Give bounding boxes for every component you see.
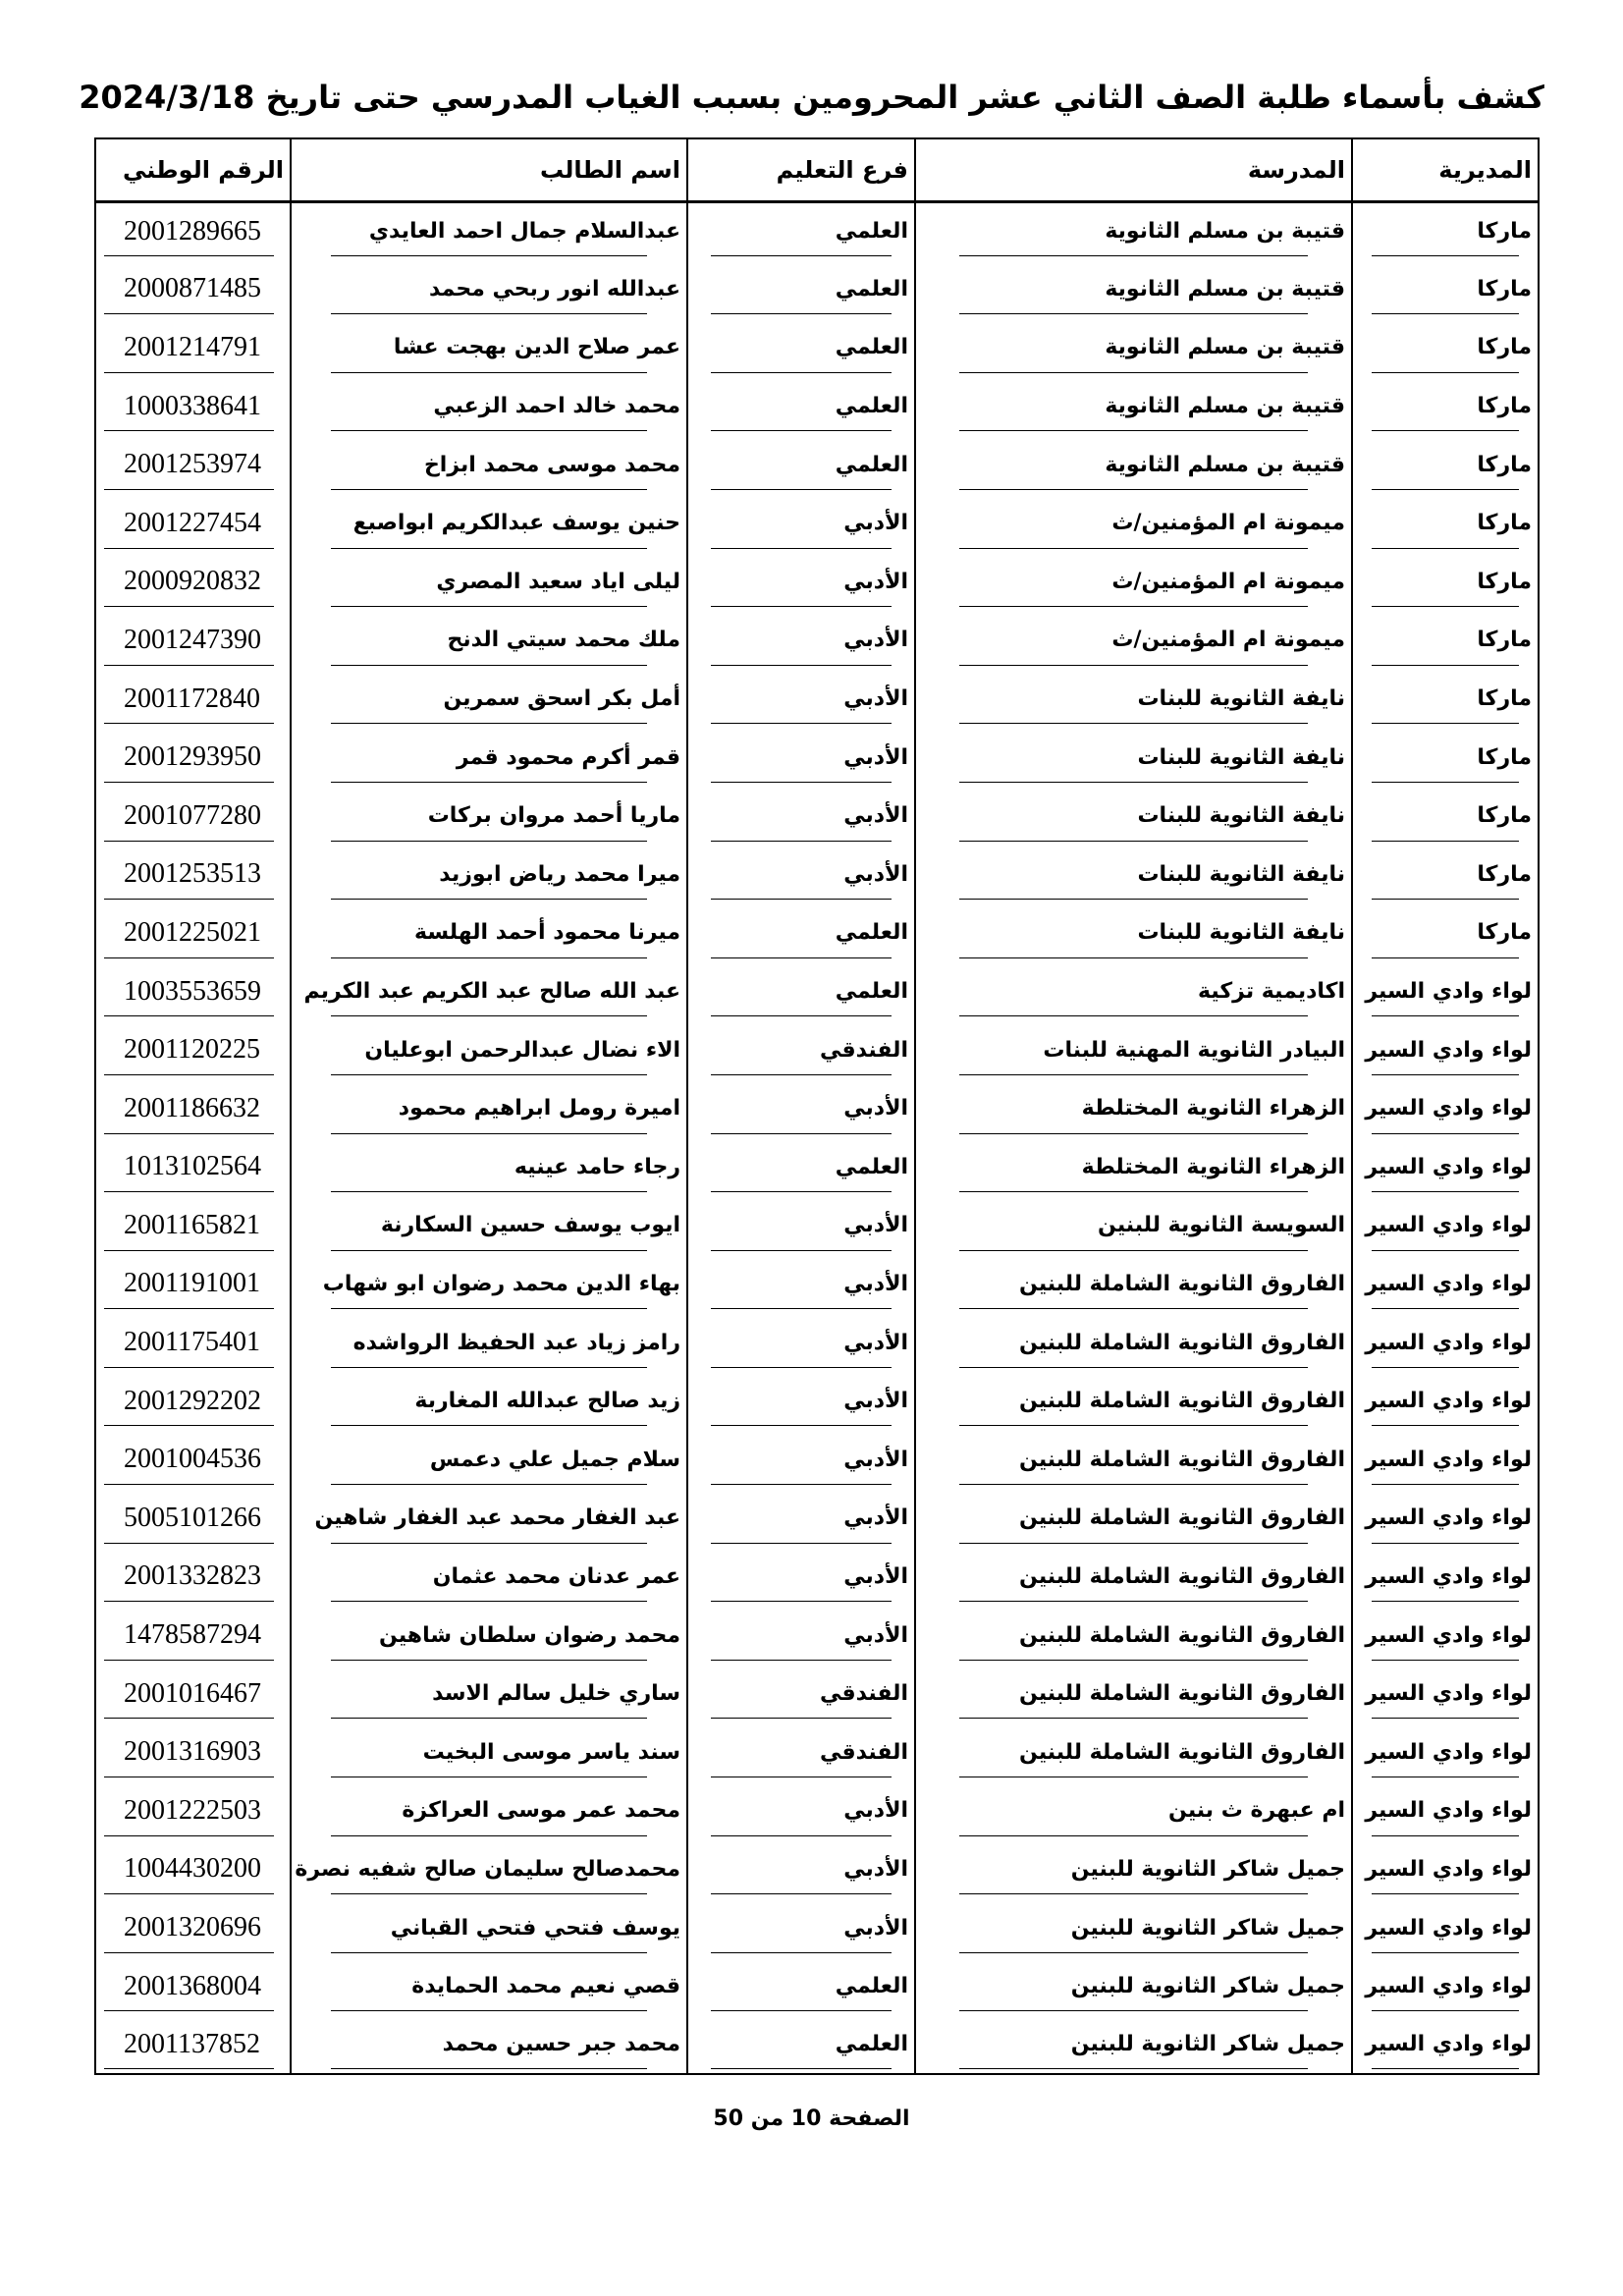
cell-national-id: 2001292202 (95, 1372, 291, 1431)
cell-student-name: ايوب يوسف حسين السكارنة (291, 1196, 687, 1255)
cell-branch: العلمي (687, 318, 915, 377)
cell-national-id: 1003553659 (95, 962, 291, 1021)
cell-student-name: ميرا محمد رياض ابوزيد (291, 846, 687, 904)
cell-national-id: 2001247390 (95, 611, 291, 670)
cell-national-id: 2001320696 (95, 1898, 291, 1957)
cell-directorate: لواء وادي السير (1352, 1781, 1539, 1840)
cell-branch: الأدبي (687, 728, 915, 787)
cell-national-id: 2001186632 (95, 1079, 291, 1138)
cell-branch: الأدبي (687, 1313, 915, 1372)
table-row (95, 1255, 1539, 1314)
cell-directorate: لواء وادي السير (1352, 962, 1539, 1021)
cell-directorate: ماركا (1352, 377, 1539, 436)
cell-national-id: 2001253513 (95, 846, 291, 904)
cell-directorate: لواء وادي السير (1352, 1840, 1539, 1899)
cell-branch: العلمي (687, 377, 915, 436)
cell-student-name: سلام جميل علي دعمس (291, 1430, 687, 1489)
table-row (95, 377, 1539, 436)
table-row (95, 1781, 1539, 1840)
cell-directorate: لواء وادي السير (1352, 1665, 1539, 1723)
cell-branch: العلمي (687, 2015, 915, 2074)
cell-student-name: عمر صلاح الدين بهجت عشا (291, 318, 687, 377)
cell-national-id: 2001368004 (95, 1957, 291, 2016)
cell-branch: الفندقي (687, 1020, 915, 1079)
cell-national-id: 2001191001 (95, 1255, 291, 1314)
cell-national-id: 2001004536 (95, 1430, 291, 1489)
cell-branch: العلمي (687, 962, 915, 1021)
cell-student-name: محمد خالد احمد الزعبي (291, 377, 687, 436)
cell-school: ام عبهرة ث بنين (915, 1781, 1352, 1840)
table-row (95, 611, 1539, 670)
students-table (94, 137, 1540, 2075)
table-row (95, 2015, 1539, 2074)
cell-student-name: عبدالله انور ربحي محمد (291, 260, 687, 319)
cell-branch: الفندقي (687, 1722, 915, 1781)
cell-school: السويسة الثانوية للبنين (915, 1196, 1352, 1255)
header-school: المدرسة (915, 138, 1352, 201)
table-row (95, 1079, 1539, 1138)
cell-school: نايفة الثانوية للبنات (915, 670, 1352, 729)
header-student-name: اسم الطالب (291, 138, 687, 201)
table-row (95, 1138, 1539, 1197)
cell-branch: الأدبي (687, 611, 915, 670)
table-row (95, 1898, 1539, 1957)
cell-national-id: 2001332823 (95, 1548, 291, 1607)
table-row (95, 435, 1539, 494)
cell-branch: الأدبي (687, 1372, 915, 1431)
cell-student-name: سند ياسر موسى البخيت (291, 1722, 687, 1781)
table-row (95, 728, 1539, 787)
cell-branch: الأدبي (687, 494, 915, 553)
cell-student-name: محمد رضوان سلطان شاهين (291, 1606, 687, 1665)
cell-student-name: رامز زياد عبد الحفيظ الرواشده (291, 1313, 687, 1372)
cell-school: الفاروق الثانوية الشاملة للبنين (915, 1255, 1352, 1314)
cell-school: الفاروق الثانوية الشاملة للبنين (915, 1606, 1352, 1665)
cell-school: قتيبة بن مسلم الثانوية (915, 201, 1352, 260)
cell-school: الفاروق الثانوية الشاملة للبنين (915, 1548, 1352, 1607)
cell-branch: العلمي (687, 201, 915, 260)
table-row (95, 1722, 1539, 1781)
cell-school: جميل شاكر الثانوية للبنين (915, 1840, 1352, 1899)
cell-national-id: 2001137852 (95, 2015, 291, 2074)
cell-directorate: ماركا (1352, 728, 1539, 787)
cell-school: ميمونة ام المؤمنين/ث (915, 553, 1352, 612)
cell-national-id: 2001214791 (95, 318, 291, 377)
cell-student-name: أمل بكر اسحق سمرين (291, 670, 687, 729)
cell-directorate: لواء وادي السير (1352, 1313, 1539, 1372)
cell-national-id: 2001120225 (95, 1020, 291, 1079)
table-row (95, 962, 1539, 1021)
cell-school: جميل شاكر الثانوية للبنين (915, 1898, 1352, 1957)
cell-school: البيادر الثانوية المهنية للبنات (915, 1020, 1352, 1079)
cell-school: الفاروق الثانوية الشاملة للبنين (915, 1313, 1352, 1372)
page-number: الصفحة 10 من 50 (713, 2106, 910, 2131)
cell-directorate: لواء وادي السير (1352, 1079, 1539, 1138)
cell-school: نايفة الثانوية للبنات (915, 787, 1352, 846)
table-row (95, 1020, 1539, 1079)
cell-national-id: 1000338641 (95, 377, 291, 436)
table-body (95, 201, 1539, 2074)
cell-school: ميمونة ام المؤمنين/ث (915, 611, 1352, 670)
table-row (95, 318, 1539, 377)
cell-directorate: ماركا (1352, 670, 1539, 729)
cell-directorate: لواء وادي السير (1352, 1372, 1539, 1431)
cell-branch: الأدبي (687, 1781, 915, 1840)
cell-school: قتيبة بن مسلم الثانوية (915, 318, 1352, 377)
cell-school: نايفة الثانوية للبنات (915, 846, 1352, 904)
cell-school: جميل شاكر الثانوية للبنين (915, 1957, 1352, 2016)
cell-directorate: لواء وادي السير (1352, 1196, 1539, 1255)
cell-directorate: لواء وادي السير (1352, 2015, 1539, 2074)
cell-school: قتيبة بن مسلم الثانوية (915, 377, 1352, 436)
cell-student-name: عبدالسلام جمال احمد العايدي (291, 201, 687, 260)
cell-directorate: ماركا (1352, 903, 1539, 962)
cell-branch: الأدبي (687, 1255, 915, 1314)
cell-branch: العلمي (687, 1957, 915, 2016)
cell-national-id: 1478587294 (95, 1606, 291, 1665)
cell-student-name: محمدصالح سليمان صالح شفيه نصرة (291, 1840, 687, 1899)
cell-school: الفاروق الثانوية الشاملة للبنين (915, 1665, 1352, 1723)
cell-school: ميمونة ام المؤمنين/ث (915, 494, 1352, 553)
cell-directorate: لواء وادي السير (1352, 1020, 1539, 1079)
cell-student-name: ساري خليل سالم الاسد (291, 1665, 687, 1723)
cell-student-name: ليلى اياد سعيد المصري (291, 553, 687, 612)
cell-student-name: ماريا أحمد مروان بركات (291, 787, 687, 846)
cell-national-id: 2001253974 (95, 435, 291, 494)
cell-branch: الأدبي (687, 1489, 915, 1548)
cell-school: الزهراء الثانوية المختلطة (915, 1079, 1352, 1138)
cell-school: اكاديمية تزكية (915, 962, 1352, 1021)
header-row (95, 138, 1539, 201)
table-row (95, 846, 1539, 904)
cell-branch: الأدبي (687, 1548, 915, 1607)
cell-national-id: 2001175401 (95, 1313, 291, 1372)
cell-national-id: 2001172840 (95, 670, 291, 729)
cell-student-name: حنين يوسف عبدالكريم ابواصبع (291, 494, 687, 553)
cell-national-id: 2000920832 (95, 553, 291, 612)
cell-branch: الأدبي (687, 1079, 915, 1138)
cell-national-id: 1004430200 (95, 1840, 291, 1899)
table-row (95, 1489, 1539, 1548)
table-row (95, 1665, 1539, 1723)
cell-branch: الأدبي (687, 1430, 915, 1489)
table-row (95, 1840, 1539, 1899)
cell-student-name: ملك محمد سيتي الدنح (291, 611, 687, 670)
cell-directorate: ماركا (1352, 201, 1539, 260)
cell-directorate: لواء وادي السير (1352, 1898, 1539, 1957)
cell-school: نايفة الثانوية للبنات (915, 903, 1352, 962)
cell-branch: الأدبي (687, 1898, 915, 1957)
table-row (95, 903, 1539, 962)
cell-student-name: محمد موسى محمد ابزاخ (291, 435, 687, 494)
table-row (95, 260, 1539, 319)
table-row (95, 1606, 1539, 1665)
cell-directorate: ماركا (1352, 435, 1539, 494)
table-row (95, 670, 1539, 729)
cell-school: نايفة الثانوية للبنات (915, 728, 1352, 787)
cell-national-id: 2001077280 (95, 787, 291, 846)
cell-directorate: ماركا (1352, 260, 1539, 319)
cell-directorate: لواء وادي السير (1352, 1255, 1539, 1314)
cell-national-id: 2001222503 (95, 1781, 291, 1840)
cell-student-name: قصي نعيم محمد الحمايدة (291, 1957, 687, 2016)
cell-student-name: اميرة رومل ابراهيم محمود (291, 1079, 687, 1138)
cell-directorate: ماركا (1352, 553, 1539, 612)
cell-student-name: الاء نضال عبدالرحمن ابوعليان (291, 1020, 687, 1079)
cell-directorate: ماركا (1352, 787, 1539, 846)
cell-student-name: عبد الغفار محمد عبد الغفار شاهين (291, 1489, 687, 1548)
cell-national-id: 5005101266 (95, 1489, 291, 1548)
cell-directorate: لواء وادي السير (1352, 1548, 1539, 1607)
cell-student-name: زيد صالح عبدالله المغاربة (291, 1372, 687, 1431)
cell-directorate: ماركا (1352, 611, 1539, 670)
cell-branch: العلمي (687, 903, 915, 962)
cell-student-name: عبد الله صالح عبد الكريم عبد الكريم (291, 962, 687, 1021)
cell-school: الفاروق الثانوية الشاملة للبنين (915, 1722, 1352, 1781)
header-directorate: المديرية (1352, 138, 1539, 201)
table-row (95, 1548, 1539, 1607)
cell-branch: العلمي (687, 435, 915, 494)
cell-national-id: 2001289665 (95, 201, 291, 260)
cell-directorate: لواء وادي السير (1352, 1489, 1539, 1548)
table-row (95, 1957, 1539, 2016)
cell-national-id: 2001227454 (95, 494, 291, 553)
cell-directorate: لواء وادي السير (1352, 1722, 1539, 1781)
cell-school: الفاروق الثانوية الشاملة للبنين (915, 1372, 1352, 1431)
cell-directorate: ماركا (1352, 494, 1539, 553)
cell-directorate: لواء وادي السير (1352, 1957, 1539, 2016)
cell-directorate: ماركا (1352, 318, 1539, 377)
cell-school: الفاروق الثانوية الشاملة للبنين (915, 1489, 1352, 1548)
cell-branch: الأدبي (687, 1196, 915, 1255)
table-row (95, 1313, 1539, 1372)
table-row (95, 553, 1539, 612)
cell-directorate: ماركا (1352, 846, 1539, 904)
cell-school: جميل شاكر الثانوية للبنين (915, 2015, 1352, 2074)
cell-school: الفاروق الثانوية الشاملة للبنين (915, 1430, 1352, 1489)
table-row (95, 787, 1539, 846)
cell-branch: الأدبي (687, 1840, 915, 1899)
header-branch: فرع التعليم (687, 138, 915, 201)
cell-student-name: قمر أكرم محمود قمر (291, 728, 687, 787)
table-row (95, 494, 1539, 553)
cell-national-id: 2001016467 (95, 1665, 291, 1723)
cell-student-name: ميرنا محمود أحمد الهلسة (291, 903, 687, 962)
table-row (95, 201, 1539, 260)
cell-directorate: لواء وادي السير (1352, 1430, 1539, 1489)
cell-school: قتيبة بن مسلم الثانوية (915, 435, 1352, 494)
cell-student-name: رجاء حامد عينيه (291, 1138, 687, 1197)
cell-school: قتيبة بن مسلم الثانوية (915, 260, 1352, 319)
cell-branch: الأدبي (687, 787, 915, 846)
cell-branch: الأدبي (687, 846, 915, 904)
cell-branch: العلمي (687, 260, 915, 319)
cell-branch: الفندقي (687, 1665, 915, 1723)
table-row (95, 1430, 1539, 1489)
table-row (95, 1372, 1539, 1431)
cell-student-name: يوسف فتحي فتحي القباني (291, 1898, 687, 1957)
cell-national-id: 2001225021 (95, 903, 291, 962)
cell-student-name: بهاء الدين محمد رضوان ابو شهاب (291, 1255, 687, 1314)
cell-branch: الأدبي (687, 1606, 915, 1665)
cell-student-name: محمد عمر موسى العراكزة (291, 1781, 687, 1840)
cell-national-id: 2001316903 (95, 1722, 291, 1781)
cell-national-id: 1013102564 (95, 1138, 291, 1197)
cell-branch: العلمي (687, 1138, 915, 1197)
cell-directorate: لواء وادي السير (1352, 1606, 1539, 1665)
cell-student-name: عمر عدنان محمد عثمان (291, 1548, 687, 1607)
table-row (95, 1196, 1539, 1255)
cell-directorate: لواء وادي السير (1352, 1138, 1539, 1197)
cell-national-id: 2000871485 (95, 260, 291, 319)
cell-branch: الأدبي (687, 553, 915, 612)
cell-national-id: 2001293950 (95, 728, 291, 787)
cell-student-name: محمد جبر حسين محمد (291, 2015, 687, 2074)
cell-school: الزهراء الثانوية المختلطة (915, 1138, 1352, 1197)
header-national-id: الرقم الوطني (95, 138, 291, 201)
cell-national-id: 2001165821 (95, 1196, 291, 1255)
page-title: كشف بأسماء طلبة الصف الثاني عشر المحرومين بسبب الغياب المدرسي حتى تاريخ 2024/3/18 (79, 79, 1544, 116)
cell-branch: الأدبي (687, 670, 915, 729)
